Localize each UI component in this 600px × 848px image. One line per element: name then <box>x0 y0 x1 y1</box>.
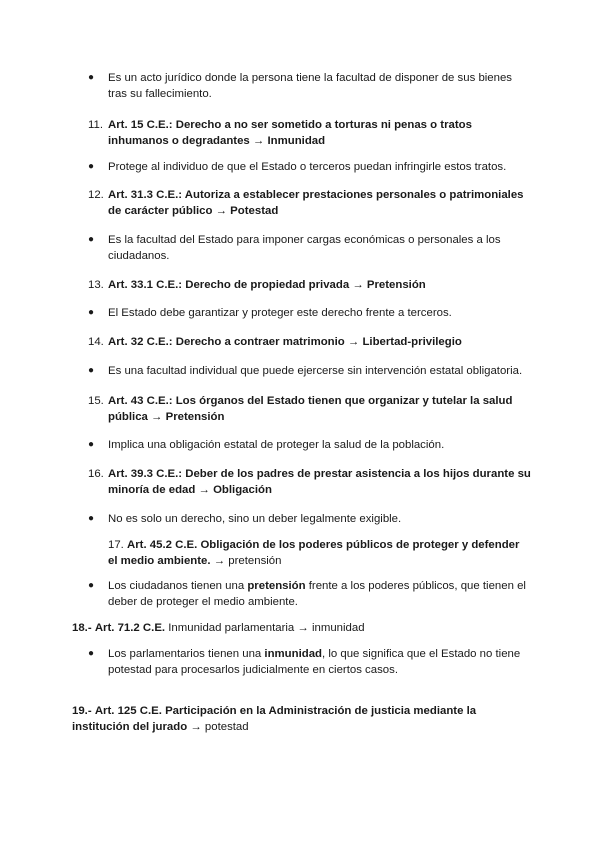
bullet-text: Los ciudadanos tienen una pretensión frente a los poderes públicos, que tienen el deber de proteger el medio ambiente. <box>108 580 526 608</box>
bullet-text: Implica una obligación estatal de proteger la salud de la población. <box>108 439 445 451</box>
item-heading: Art. 15 C.E.: Derecho a no ser sometido a torturas ni penas o tratos inhumanos o degradantes → Inmunidad <box>108 119 472 147</box>
bullet-icon: ● <box>88 72 95 83</box>
item-heading: Art. 43 C.E.: Los órganos del Estado tienen que organizar y tutelar la salud pública → Pretensión <box>108 395 513 423</box>
item-number: 15. <box>88 395 104 407</box>
section-heading: 19.- Art. 125 C.E. Participación en la Administración de justicia mediante la institución del jurado → potestad <box>72 705 477 733</box>
bullet-text: Protege al individuo de que el Estado o terceros puedan infringirle estos tratos. <box>108 161 507 173</box>
bullet-icon: ● <box>88 513 95 524</box>
bullet-text: Es una facultad individual que puede ejercerse sin intervención estatal obligatoria. <box>108 365 523 377</box>
item-number: 12. <box>88 189 104 201</box>
item-number: 17. <box>108 539 124 551</box>
item-number: 19.- <box>72 705 92 717</box>
bullet-text: El Estado debe garantizar y proteger este derecho frente a terceros. <box>108 307 452 319</box>
bullet-icon: ● <box>88 234 95 245</box>
item-number: 11. <box>88 119 103 131</box>
bullet-text: No es solo un derecho, sino un deber legalmente exigible. <box>108 513 402 525</box>
item-heading: Art. 33.1 C.E.: Derecho de propiedad privada → Pretensión <box>108 279 426 291</box>
item-heading: 17. Art. 45.2 C.E. Obligación de los poderes públicos de proteger y defender el medio ambiente. → pretensión <box>108 539 520 567</box>
bullet-icon: ● <box>88 439 95 450</box>
item-number: 18.- <box>72 622 92 634</box>
bullet-icon: ● <box>88 648 95 659</box>
item-heading: Art. 32 C.E.: Derecho a contraer matrimonio → Libertad-privilegio <box>108 336 462 348</box>
item-number: 14. <box>88 336 104 348</box>
bullet-icon: ● <box>88 161 95 172</box>
bullet-text: Los parlamentarios tienen una inmunidad, lo que significa que el Estado no tiene potestad para procesarlos judicialmente en ciertos casos. <box>108 648 521 676</box>
item-heading: Art. 31.3 C.E.: Autoriza a establecer prestaciones personales o patrimoniales de carácter público → Potestad <box>108 189 524 217</box>
bullet-text: Es un acto jurídico donde la persona tiene la facultad de disponer de sus bienes tras su fallecimiento. <box>108 72 513 100</box>
bullet-icon: ● <box>88 580 95 591</box>
item-number: 16. <box>88 468 104 480</box>
bullet-icon: ● <box>88 365 95 376</box>
section-heading: 18.- Art. 71.2 C.E. Inmunidad parlamentaria → inmunidad <box>72 622 365 634</box>
bullet-text: Es la facultad del Estado para imponer cargas económicas o personales a los ciudadanos. <box>108 234 501 262</box>
item-number: 13. <box>88 279 104 291</box>
bullet-icon: ● <box>88 307 95 318</box>
item-heading: Art. 39.3 C.E.: Deber de los padres de prestar asistencia a los hijos durante su minoría de edad → Obligación <box>108 468 531 496</box>
